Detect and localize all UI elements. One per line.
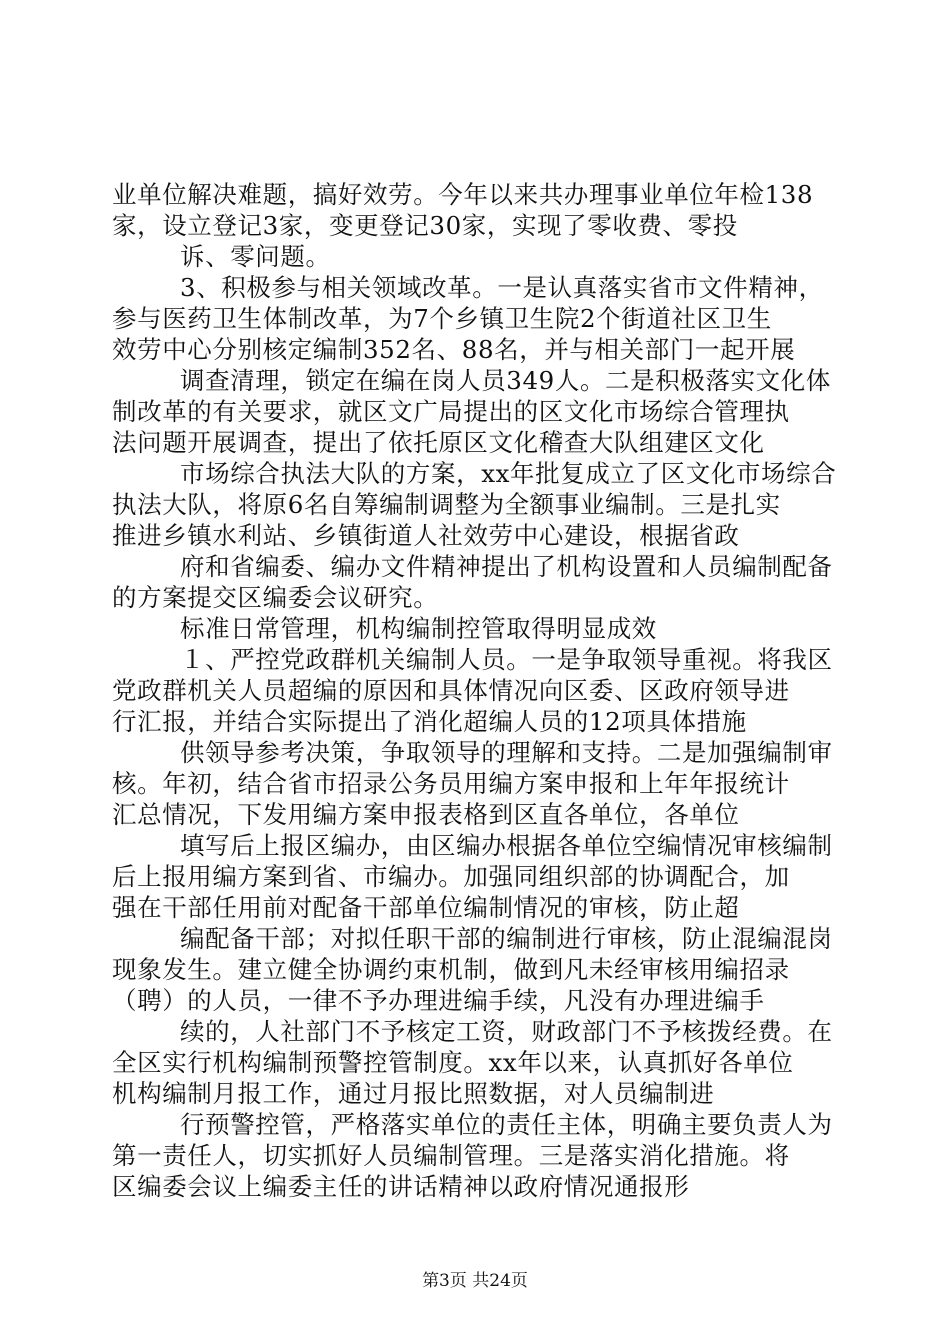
text-line: １、严控党政群机关编制人员。一是争取领导重视。将我区 [180,645,833,674]
text-line: 执法大队，将原6名自筹编制调整为全额事业编制。三是扎实 [112,490,781,519]
text-line: 续的，人社部门不予核定工资，财政部门不予核拨经费。在 [180,1017,833,1046]
text-line: 第一责任人，切实抓好人员编制管理。三是落实消化措施。将 [112,1141,790,1170]
text-line: 行预警控管，严格落实单位的责任主体，明确主要负责人为 [180,1110,833,1139]
text-line: 机构编制月报工作，通过月报比照数据，对人员编制进 [112,1079,715,1108]
section-heading: 标准日常管理，机构编制控管取得明显成效 [180,614,657,643]
text-line: 现象发生。建立健全协调约束机制，做到凡未经审核用编招录 [112,955,790,984]
text-line: 业单位解决难题，搞好效劳。今年以来共办理事业单位年检138 [112,180,814,209]
text-line: 3、积极参与相关领域改革。一是认真落实省市文件精神， [180,273,824,302]
text-line: 推进乡镇水利站、乡镇街道人社效劳中心建设，根据省政 [112,521,740,550]
text-line: 区编委会议上编委主任的讲话精神以政府情况通报形 [112,1172,690,1201]
text-line: 供领导参考决策，争取领导的理解和支持。二是加强编制审 [180,738,833,767]
text-line: 的方案提交区编委会议研究。 [112,583,439,612]
text-line: 填写后上报区编办，由区编办根据各单位空编情况审核编制 [180,831,833,860]
text-line: （聘）的人员，一律不予办理进编手续，凡没有办理进编手 [112,986,765,1015]
text-line: 核。年初，结合省市招录公务员用编方案申报和上年年报统计 [112,769,790,798]
text-line: 参与医药卫生体制改革，为7个乡镇卫生院2个街道社区卫生 [112,304,772,333]
text-line: 家，设立登记3家，变更登记30家，实现了零收费、零投 [112,211,738,240]
text-line: 汇总情况，下发用编方案申报表格到区直各单位，各单位 [112,800,740,829]
text-line: 诉、零问题。 [180,242,331,271]
text-line: 后上报用编方案到省、市编办。加强同组织部的协调配合，加 [112,862,790,891]
text-line: 党政群机关人员超编的原因和具体情况向区委、区政府领导进 [112,676,790,705]
text-line: 调查清理，锁定在编在岗人员349人。二是积极落实文化体 [180,366,831,395]
text-line: 法问题开展调查，提出了依托原区文化稽查大队组建区文化 [112,428,765,457]
page-number: 第3页 共24页 [422,1271,528,1291]
text-line: 全区实行机构编制预警控管制度。xx年以来，认真抓好各单位 [112,1048,794,1077]
text-line: 编配备干部；对拟任职干部的编制进行审核，防止混编混岗 [180,924,833,953]
text-line: 府和省编委、编办文件精神提出了机构设置和人员编制配备 [180,552,833,581]
text-line: 强在干部任用前对配备干部单位编制情况的审核，防止超 [112,893,740,922]
text-line: 行汇报，并结合实际提出了消化超编人员的12项具体措施 [112,707,747,736]
text-line: 市场综合执法大队的方案，xx年批复成立了区文化市场综合 [180,459,837,488]
text-line: 效劳中心分别核定编制352名、88名，并与相关部门一起开展 [112,335,796,364]
text-line: 制改革的有关要求，就区文广局提出的区文化市场综合管理执 [112,397,790,426]
